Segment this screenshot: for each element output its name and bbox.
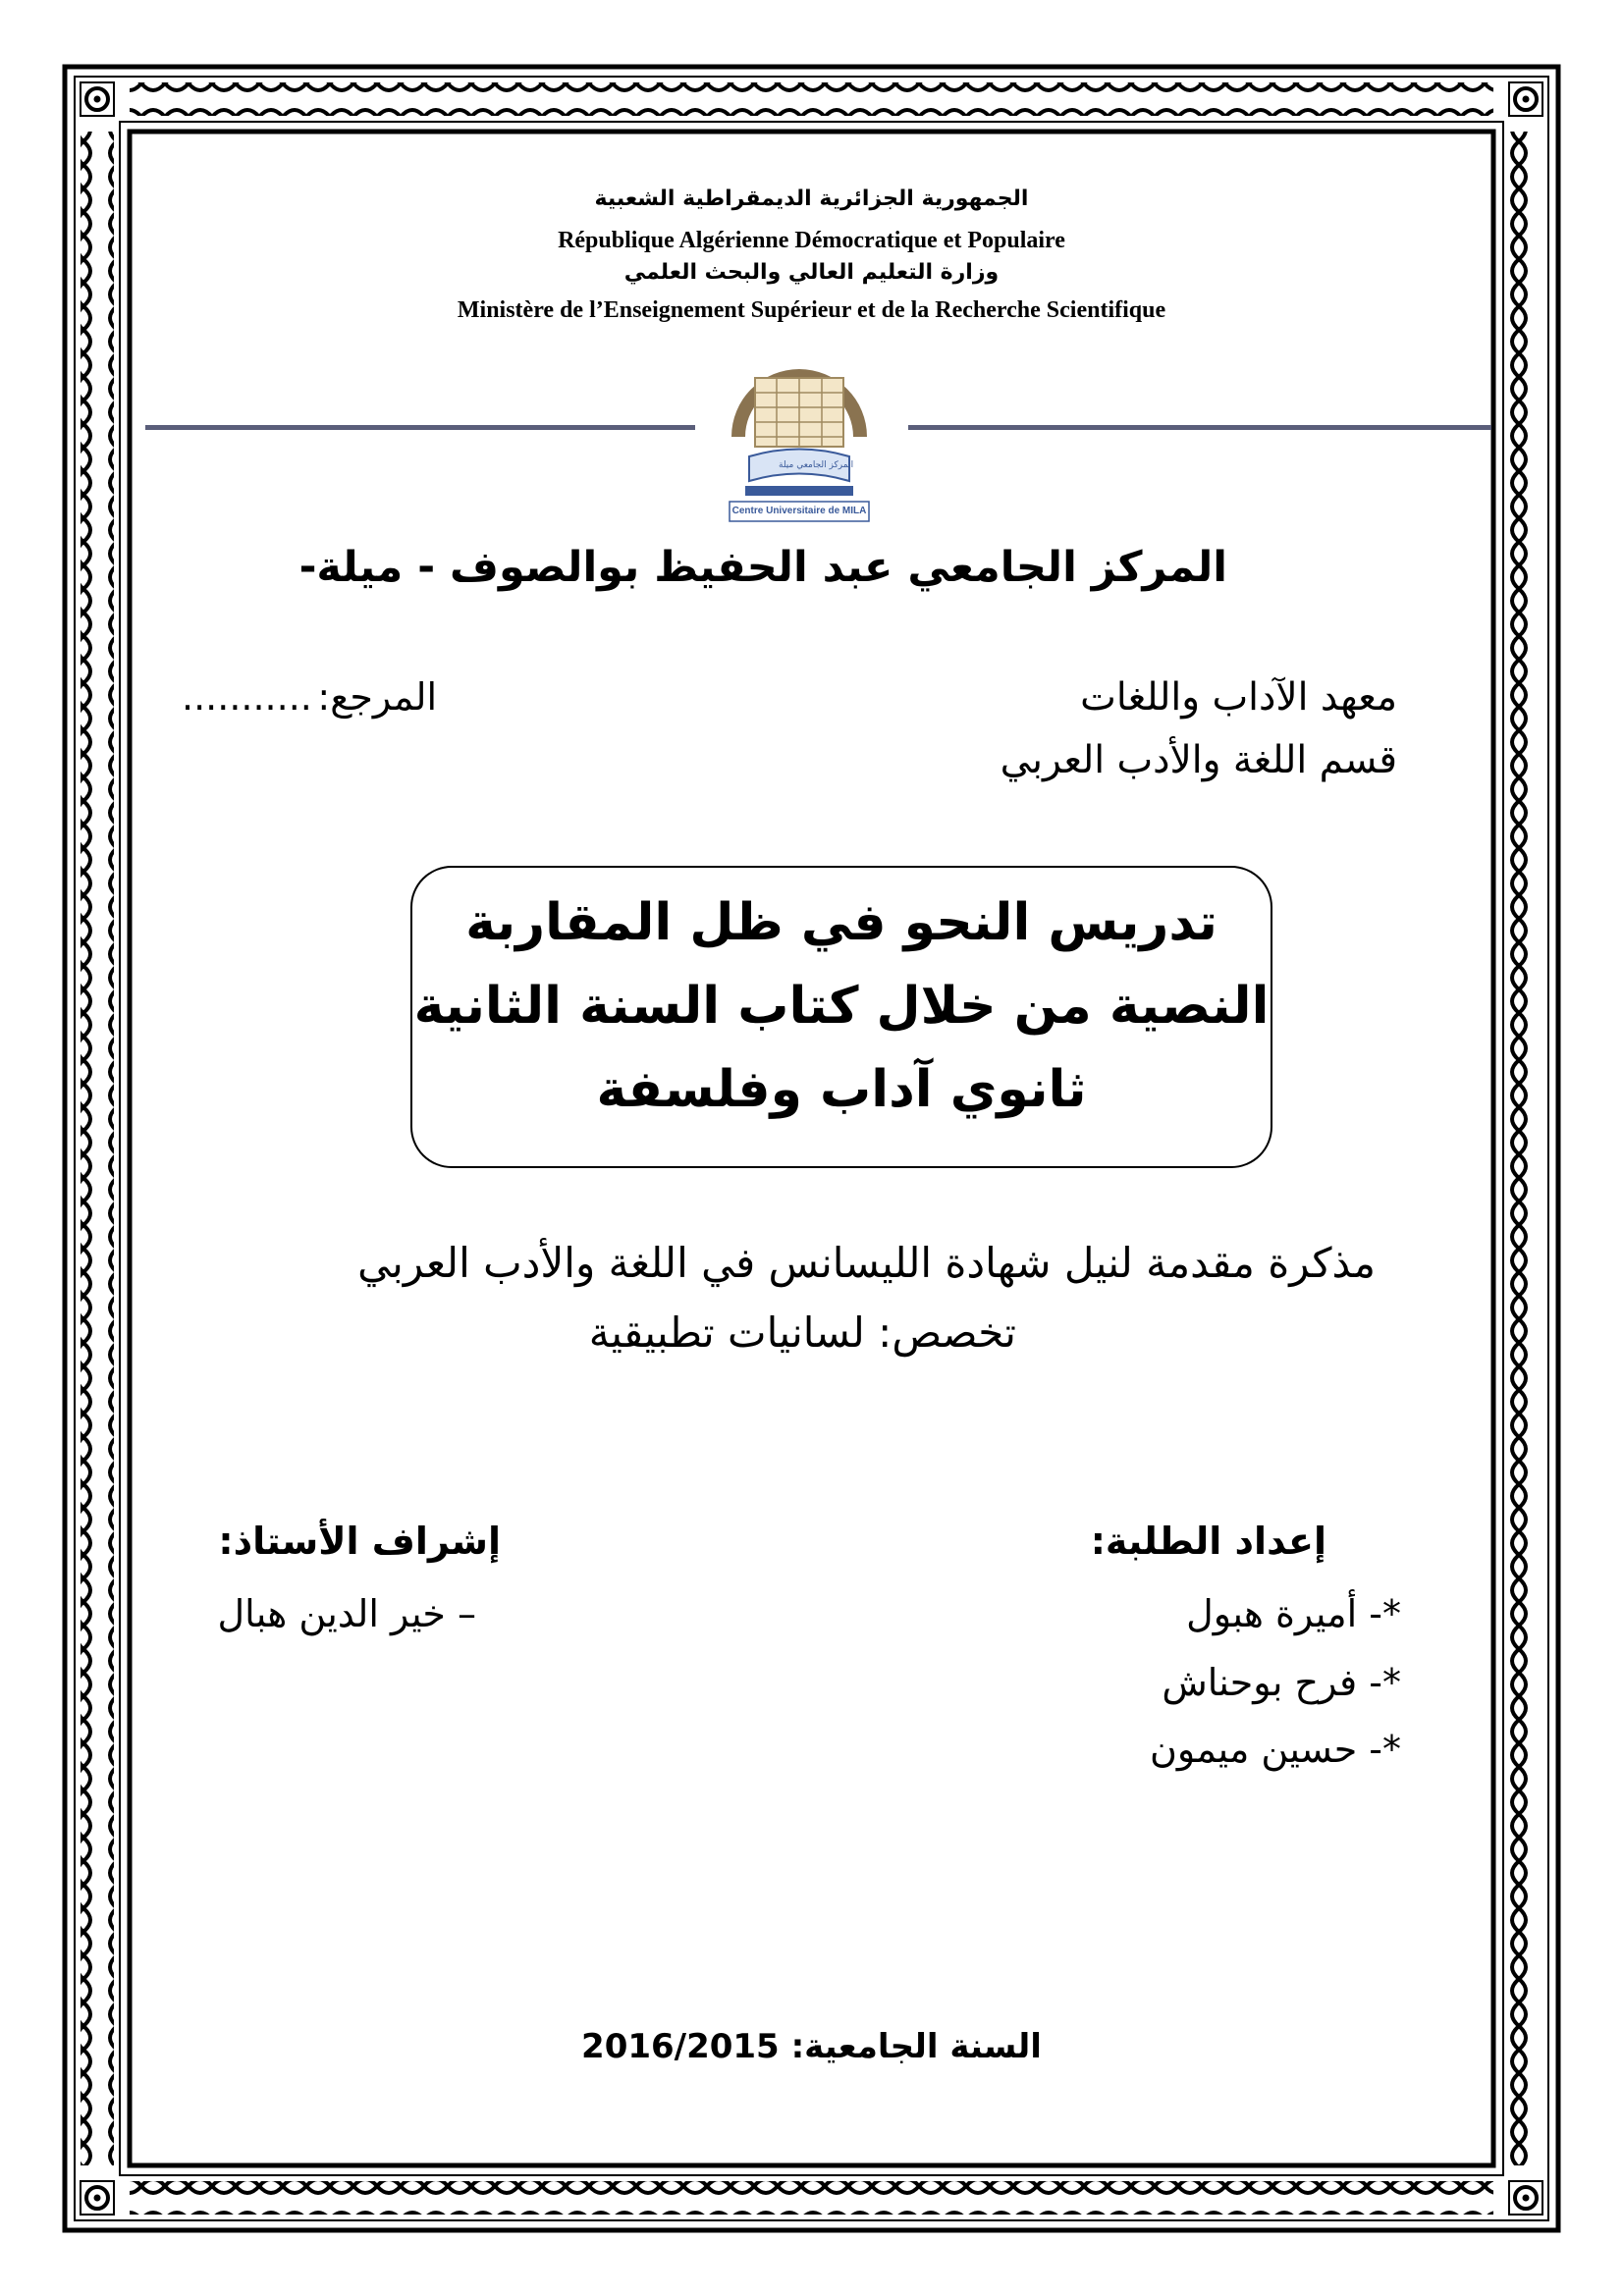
supervisor-name: – خير الدين هبال bbox=[217, 1592, 476, 1635]
header-rule-left bbox=[145, 425, 695, 430]
academic-year bbox=[0, 2027, 1623, 2066]
thesis-title-line-3: ثانوي آداب وفلسفة bbox=[596, 1060, 1087, 1119]
department-name: قسم اللغة والأدب العربي bbox=[1000, 738, 1397, 782]
student-name-2: *- فرح بوحناش bbox=[1162, 1661, 1401, 1704]
thesis-title-line-1: تدريس النحو في ظل المقاربة bbox=[465, 893, 1217, 952]
thesis-title-line-2: النصية من خلال كتاب السنة الثانية bbox=[413, 977, 1270, 1036]
logo-caption: Centre Universitaire de MILA bbox=[731, 506, 867, 516]
academic-year-label: السنة الجامعية: bbox=[790, 2027, 1042, 2066]
ministry-french: Ministère de l’Enseignement Supérieur et de la Recherche Scientifique bbox=[457, 297, 1166, 323]
student-name-3: *- حسين ميمون bbox=[1150, 1728, 1401, 1771]
students-heading: إعداد الطلبة: bbox=[1090, 1520, 1326, 1563]
supervisor-heading: إشراف الأستاذ: bbox=[218, 1520, 501, 1563]
specialty-statement: تخصص: لسانيات تطبيقية bbox=[588, 1308, 1016, 1357]
header-rule-right bbox=[908, 425, 1491, 430]
academic-year-value: 2016/2015 bbox=[581, 2027, 780, 2066]
student-name-1: *- أميرة هبول bbox=[1186, 1592, 1401, 1635]
university-building-icon bbox=[720, 339, 879, 525]
degree-statement: مذكرة مقدمة لنيل شهادة الليسانس في اللغة والأدب العربي bbox=[357, 1239, 1376, 1287]
ministry-arabic: وزارة التعليم العالي والبحث العلمي bbox=[623, 260, 1000, 285]
university-logo bbox=[720, 339, 879, 525]
republic-arabic: الجمهورية الجزائرية الديمقراطية الشعبية bbox=[594, 187, 1029, 211]
reference-label: المرجع: bbox=[317, 675, 437, 719]
republic-french: République Algérienne Démocratique et Populaire bbox=[558, 228, 1065, 253]
institution-name: المركز الجامعي عبد الحفيظ بوالصوف - ميلة- bbox=[298, 543, 1227, 592]
logo-inner-text: المركز الجامعي ميلة bbox=[779, 460, 854, 470]
reference-value: ........... bbox=[182, 675, 312, 719]
institute-name: معهد الآداب واللغات bbox=[1080, 675, 1397, 720]
